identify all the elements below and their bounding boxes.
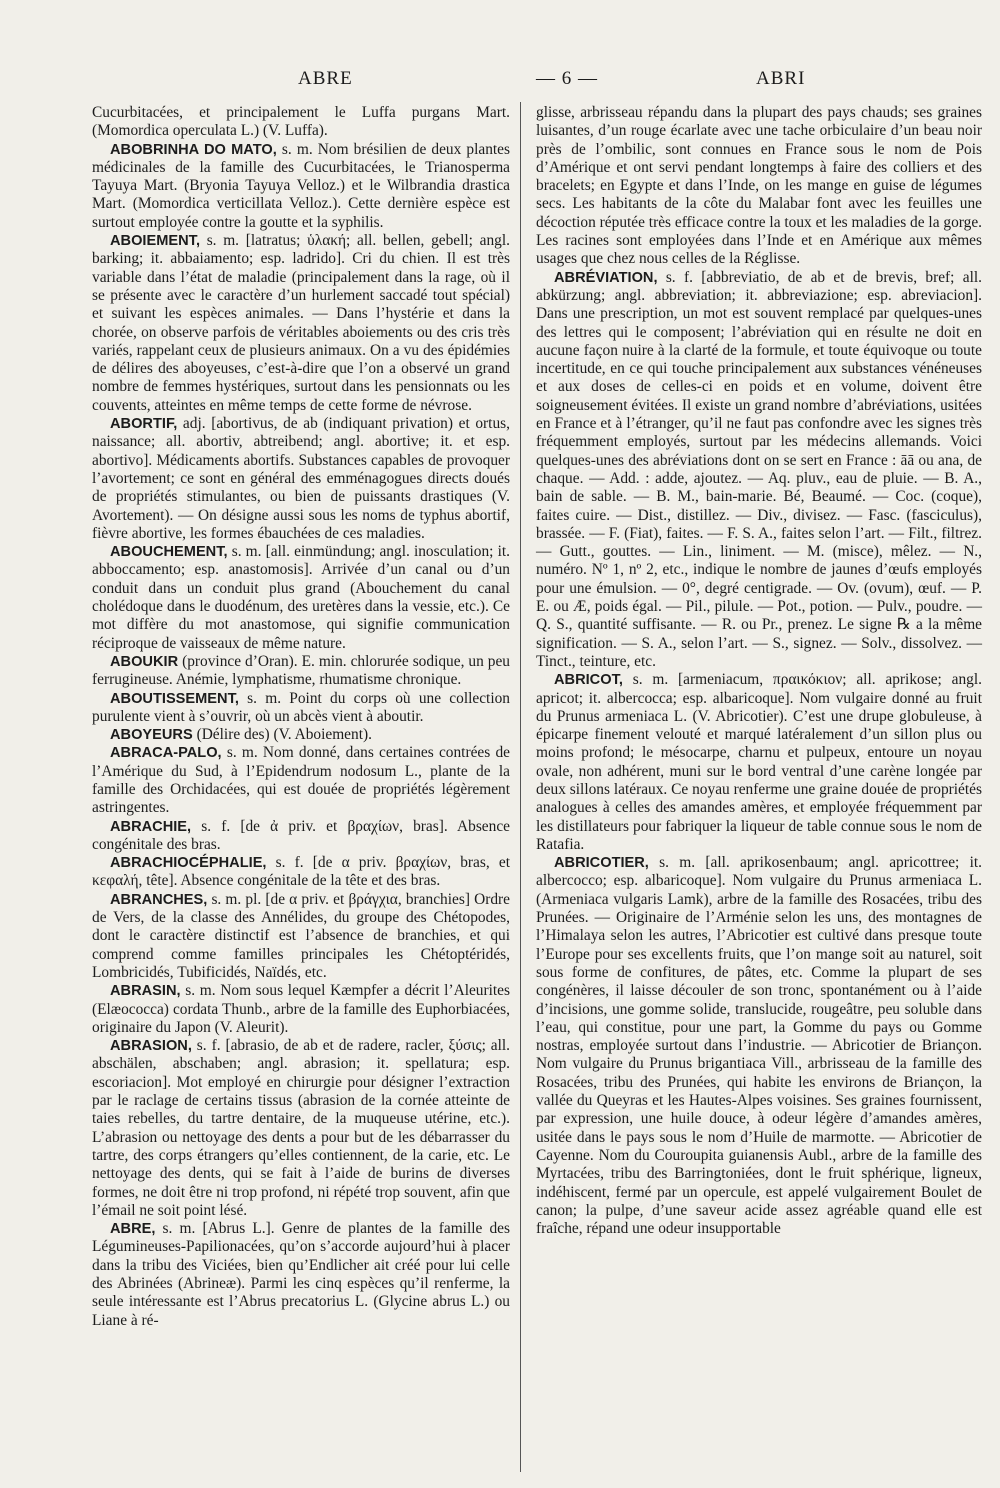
entry-text: s. m. [all. aprikosenbaum; angl. apricottree; it. albercocco; esp. albaricoque]. Nom vulgaire du Prunus armeniaca L. (Armeniaca vulgaris Lamk), arbre de la famille des Rosacées, tribu des Prunées. — Originaire de l’Arménie selon les uns, des montagnes de l’Himalaya selon les autres, l’Abricotier est cultivé dans presque toute l’Europe pour ses excellents fruits, que l’on mange soit au naturel, soit sous forme de confitures, de pâtes, etc. Comme la plupart de ses congénères, il laisse découler de son tronc, spontanément ou à l’aide d’incisions, une gomme solide, translucide, rougeâtre, peu soluble dans l’eau, qui constitue, pour une part, la Gomme du pays ou Gomme nostras, employée surtout dans l’industrie. — Abricotier de Briançon. Nom vulgaire du Prunus brigantiaca Vill., arbrisseau de la famille des Rosacées, tribu des Prunées, qui habite les environs de Briançon, la vallée du Queyras et les Hautes-Alpes voisines. Ses graines fournissent, par expression, une huile douce, à odeur légère d’amandes amères, usitée dans le pays sous le nom d’Huile de marmotte. — Abricotier de Cayenne. Nom du Couroupita guianensis Aubl., arbre de la famille des Myrtacées, tribu des Barringtoniées, dont le fruit sphérique, ligneux, indéhiscent, fermé par un opercule, est appelé vulgairement Boulet de canon; la pulpe, d’une saveur acide assez agréable quand elle est fraîche, répand une odeur insupportable xyxy=(536,854,982,1238)
headword: ABORTIF, xyxy=(110,416,178,433)
headword: ABOYEURS xyxy=(110,727,193,744)
entry xyxy=(92,818,510,855)
entry-text: s. f. [de ἀ priv. et βραχίων, bras]. Absence congénitale des bras. xyxy=(92,817,510,853)
entry xyxy=(536,269,982,672)
entry xyxy=(92,982,510,1037)
headword: ABOIEMENT, xyxy=(110,233,200,250)
running-header xyxy=(86,68,966,102)
headword: ABOUTISSEMENT, xyxy=(110,690,239,707)
entry xyxy=(92,854,510,891)
entry-text: s. m. Nom donné, dans certaines contrées de l’Amérique du Sud, à l’Epidendrum nodosum L., plante de la famille des Orchidacées, qui est douée de propriétés légèrement astringentes. xyxy=(92,744,510,817)
entry xyxy=(92,1037,510,1220)
headword: ABRICOT, xyxy=(554,672,623,689)
page-number: — 6 — xyxy=(536,68,598,89)
headword: ABRACHIE, xyxy=(110,818,192,835)
headword: ABRICOTIER, xyxy=(554,855,649,872)
headword: ABRE, xyxy=(110,1221,156,1238)
entry-text: s. m. [latratus; ὑλακή; all. bellen, gebell; angl. barking; it. abbaiamento; esp. ladrido]. Cri du chien. Il est très variable dans l’état de maladie (principalement dans la rage, où il se présente avec le caractère d’un hurlement saccadé tout spécial) et suivant les espèces animales. — Dans l’hystérie et dans la chorée, on observe parfois de véritables aboiements ou des cris très variés, rappelant ceux de plusieurs animaux. On a vu des épidémies de délires des aboyeuses, c’est-à-dire que l’on a observé un grand nombre de femmes hystériques, surtout dans les pensionnats ou les couvents, atteintes en même temps de cette forme de névrose. xyxy=(92,232,510,414)
entry xyxy=(92,891,510,982)
headword: ABRASION, xyxy=(110,1038,192,1055)
entry-text: adj. [abortivus, de ab (indiquant privation) et ortus, naissance; all. abortiv, abtreibend; angl. abortive; it. et esp. abortivo]. Médicaments abortifs. Substances capables de provoquer l’avortement; ce sont en général des emménagogues directs doués de propriétés stimulantes, ou bien de puissants drastiques (V. Avortement). — On désigne aussi sous les noms de typhus abortif, fièvre abortive, les formes ébauchées de ces maladies. xyxy=(92,415,510,542)
entry-text: s. m. [all. einmündung; angl. inosculation; it. abboccamento; esp. anastomosis]. Arrivée d’un canal ou d’un conduit dans un conduit plus grand (Abouchement du canal cholédoque dans le duodénum, des uretères dans la vessie, etc.). Ce mot diffère du mot anastomose, qui signifie communication réciproque de vaisseaux de même nature. xyxy=(92,543,510,652)
entry-text: s. f. [abrasio, de ab et de radere, racler, ξύσις; all. abschälen, abschaben; angl. abrasion; it. spellatura; esp. escoriacion]. Mot employé en chirurgie pour désigner l’extraction par le raclage de certains tissus (abrasion de la cornée atteinte de taies rebelles, du tartre dentaire, de la muqueuse utérine, etc.). L’abrasion ou nettoyage des dents a pour but de les débarrasser du tartre, des corps étrangers qu’elles contiennent, de la carie, etc. Le nettoyage des dents, qui se fait à l’aide de burins de diverses formes, ne doit être ni trop profond, ni répété trop souvent, afin que l’émail ne soit point lésé. xyxy=(92,1037,510,1219)
headword: ABRASIN, xyxy=(110,983,181,1000)
right-column xyxy=(536,104,982,1238)
entry xyxy=(92,1220,510,1330)
entry xyxy=(92,653,510,690)
header-right-guide-word: ABRI xyxy=(756,68,806,89)
entry-text: glisse, arbrisseau répandu dans la plupart des pays chauds; ses graines luisantes, d’un rouge écarlate avec une tache orbiculaire d’un beau noir près de l’ombilic, sont connues en France sous le nom de Pois d’Amérique et ont servi pendant longtemps à faire des colliers et des bracelets; en Egypte et dans l’Inde, on les mange en guise de légumes secs. Les habitants de la côte du Malabar font avec les feuilles une décoction réputée très efficace contre la toux et les maladies de la gorge. Les racines sont employées dans l’Inde et en Amérique aux mêmes usages que chez nous celles de la Réglisse. xyxy=(536,104,982,268)
entry xyxy=(92,104,510,141)
entry xyxy=(536,671,982,854)
entry-text: s. f. [de α priv. βραχίων, bras, et κεφαλή, tête]. Absence congénitale de la tête et des bras. xyxy=(92,854,510,890)
entry xyxy=(92,744,510,817)
entry xyxy=(536,104,982,269)
headword: ABOBRINHA DO MATO, xyxy=(110,141,277,158)
column-divider xyxy=(520,102,521,1472)
entry-text: s. m. [Abrus L.]. Genre de plantes de la famille des Légumineuses-Papilionacées, qu’on s’accorde aujourd’hui à placer dans la tribu des Viciées, bien qu’Endlicher ait créé pour lui celle des Abrinées (Abrineæ). Parmi les cinq espèces qu’il renferme, la seule intéressante est l’Abrus precatorius L. (Glycine abrus L.) ou Liane à ré- xyxy=(92,1220,510,1329)
entry-text: s. f. [abbreviatio, de ab et de brevis, bref; all. abkürzung; angl. abbreviation; it. abbreviazione; esp. abreviacion]. Dans une prescription, un mot est souvent remplacé par quelques-unes des lettres qui le composent; l’abréviation qui en résulte ne doit en aucune façon nuire à la clarté de la formule, et toute équivoque ou toute incertitude, en ce qui touche principalement aux substances vénéneuses et aux doses de celles-ci en poids et en volume, doivent être soigneusement évitées. Il existe un grand nombre d’abréviations, usitées en France et à l’étranger, qu’il ne faut pas confondre avec les signes très fréquemment employés, surtout par les médecins allemands. Voici quelques-unes des abréviations dont on se sert en France : āā ou ana, de chaque. — Add. : adde, ajoutez. — Aq. pluv., eau de pluie. — B. A., bain de sable. — B. M., bain-marie. Bé, Beaumé. — Coc. (coque), faites cuire. — Dist., distillez. — Div., divisez. — Fasc. (fasciculus), brassée. — F. (Fiat), faites. — F. S. A., faites selon l’art. — Filt., filtrez. — Gutt., gouttes. — Lin., liniment. — M. (misce), mêlez. — N., numéro. Nº 1, nº 2, etc., indique le nombre de jaunes d’œufs employés pour une émulsion. — 0°, degré centigrade. — Ov. (ovum), œuf. — P. E. ou Æ, poids égal. — Pil., pilule. — Pot., potion. — Pulv., poudre. — Q. S., quantité suffisante. — R. ou Pr., prenez. Le signe ℞ a la même signification. — S. A., selon l’art. — S., signez. — Solv., dissolvez. — Tinct., teinture, etc. xyxy=(536,268,982,670)
entry-text: Cucurbitacées, et principalement le Luffa purgans Mart. (Momordica operculata L.) (V. Luffa). xyxy=(92,104,510,140)
entry xyxy=(92,543,510,653)
entry xyxy=(92,726,510,744)
entry-text: s. m. Nom sous lequel Kæmpfer a décrit l’Aleurites (Elæococca) cordata Thunb., arbre de la famille des Euphorbiacées, originaire du Japon (V. Aleurit). xyxy=(92,982,510,1036)
headword: ABRÉVIATION, xyxy=(554,269,658,286)
header-left-guide-word: ABRE xyxy=(298,68,353,89)
left-column xyxy=(92,104,510,1330)
entry xyxy=(92,415,510,543)
headword: ABRACA-PALO, xyxy=(110,745,222,762)
headword: ABRACHIOCÉPHALIE, xyxy=(110,855,267,872)
headword: ABOUCHEMENT, xyxy=(110,544,228,561)
entry-text: (province d’Oran). E. min. chlorurée sodique, un peu ferrugineuse. Anémie, lymphatisme, rhumatisme chronique. xyxy=(92,652,510,689)
headword: ABRANCHES, xyxy=(110,891,208,908)
entry-text: (Délire des) (V. Aboiement). xyxy=(192,726,372,744)
entry-text: s. m. Nom brésilien de deux plantes médicinales de la famille des Cucurbitacées, le Trianosperma Tayuya Mart. (Bryonia Tayuya Velloz.) et le Wilbrandia drastica Mart. (Momordica verticillata Velloz.). Cette dernière espèce est surtout employée contre la goutte et la syphilis. xyxy=(92,140,511,231)
entry xyxy=(536,854,982,1238)
entry-text: s. m. Point du corps où une collection purulente vient à s’ouvrir, où un abcès vient à aboutir. xyxy=(92,689,510,725)
entry-text: s. m. pl. [de α priv. et βράγχια, branchies] Ordre de Vers, de la classe des Annélides, du groupe des Chétopodes, dont le caractère distinctif est l’absence de branchies, et qui comprend comme familles principales les Chétoptéridés, Lombricidés, Tubificidés, Naïdés, etc. xyxy=(92,890,510,981)
entry-text: s. m. [armeniacum, πραικόκιον; all. aprikose; angl. apricot; it. albercocca; esp. albaricoque]. Nom vulgaire donné au fruit du Prunus armeniaca L. (V. Abricotier). C’est une drupe globuleuse, à épicarpe finement velouté et marqué latéralement d’un sillon plus ou moins profond; le mésocarpe, charnu et pulpeux, entoure un noyau ovale, non adhérent, muni sur le bord ventral d’une carène longée par deux sillons latéraux. Ce noyau renferme une graine douée de propriétés analogues à celles des amandes amères, et employée fréquemment par les distillateurs pour fabriquer la liqueur de table connue sous le nom de Ratafia. xyxy=(536,671,982,853)
headword: ABOUKIR xyxy=(110,653,179,670)
entry xyxy=(92,232,510,415)
entry xyxy=(92,141,510,232)
entry xyxy=(92,690,510,727)
